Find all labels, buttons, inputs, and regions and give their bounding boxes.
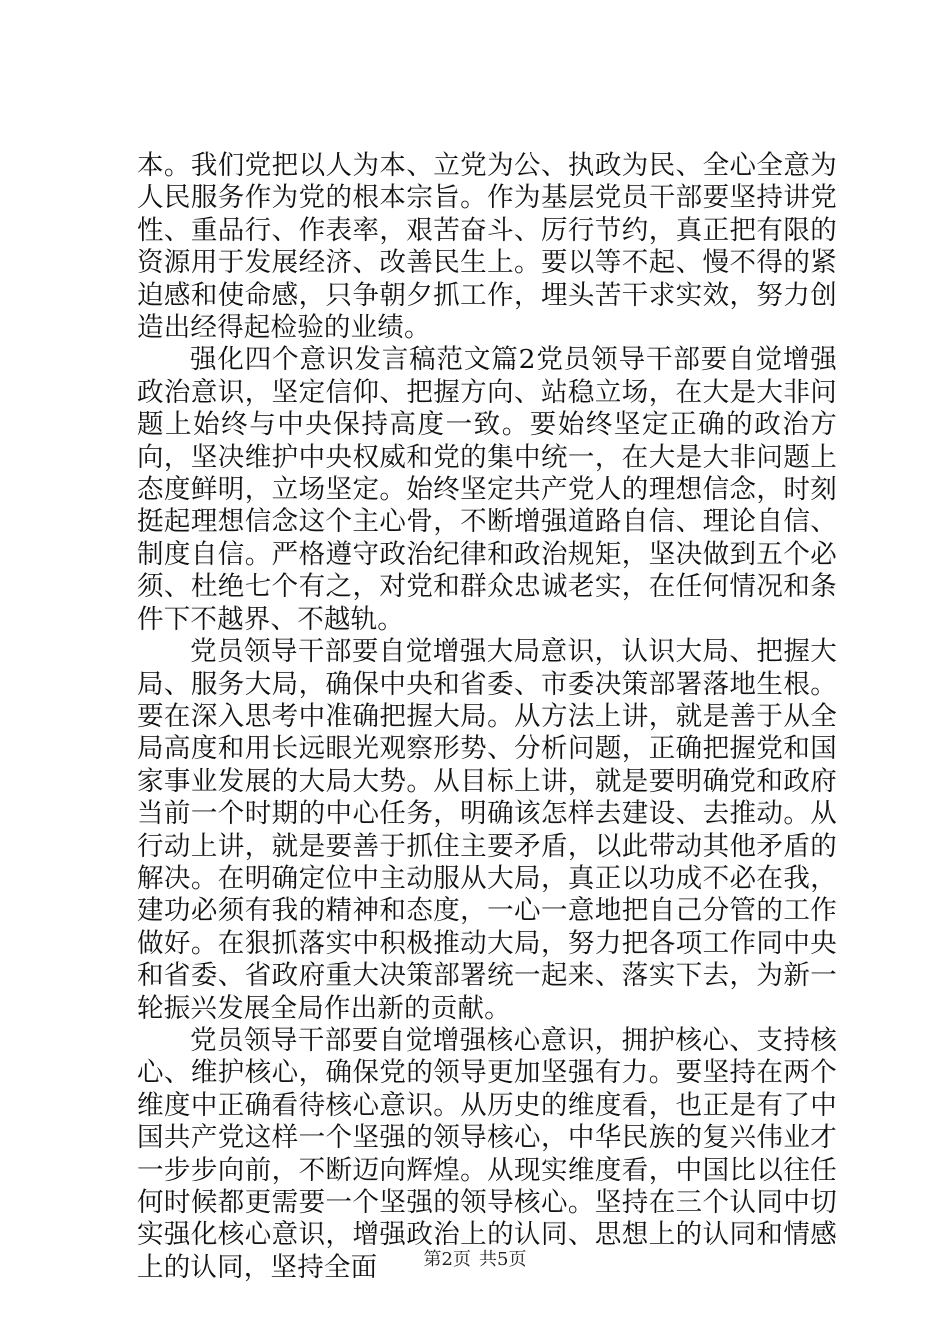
page-total: 共5页 <box>479 1249 527 1270</box>
paragraph-4: 党员领导干部要自觉增强核心意识，拥护核心、支持核心、维护核心，确保党的领导更加坚强有力。要坚持在两个维度中正确看待核心意识。从历史的维度看，也正是有了中国共产党这样一个坚强的领导核心，中华民族的复兴伟业才一步步向前，不断迈向辉煌。从现实维度看，中国比以往任何时候都更需要一个坚强的领导核心。坚持在三个认同中切实强化核心意识，增强政治上的认同、思想上的认同和情感上的认同，坚持全面 <box>137 1024 837 1283</box>
document-body <box>137 150 837 1284</box>
page-number: 第2页 <box>423 1249 471 1270</box>
page-footer <box>0 1245 950 1271</box>
paragraph-3: 党员领导干部要自觉增强大局意识，认识大局、把握大局、服务大局，确保中央和省委、市委决策部署落地生根。要在深入思考中准确把握大局。从方法上讲，就是善于从全局高度和用长远眼光观察形势、分析问题，正确把握党和国家事业发展的大局大势。从目标上讲，就是要明确党和政府当前一个时期的中心任务，明确该怎样去建设、去推动。从行动上讲，就是要善于抓住主要矛盾，以此带动其他矛盾的解决。在明确定位中主动服从大局，真正以功成不必在我，建功必须有我的精神和态度，一心一意地把自己分管的工作做好。在狠抓落实中积极推动大局，努力把各项工作同中央和省委、省政府重大决策部署统一起来、落实下去，为新一轮振兴发展全局作出新的贡献。 <box>137 636 837 1024</box>
paragraph-2: 强化四个意识发言稿范文篇2党员领导干部要自觉增强政治意识，坚定信仰、把握方向、站稳立场，在大是大非问题上始终与中央保持高度一致。要始终坚定正确的政治方向，坚决维护中央权威和党的集中统一，在大是大非问题上态度鲜明，立场坚定。始终坚定共产党人的理想信念，时刻挺起理想信念这个主心骨，不断增强道路自信、理论自信、制度自信。严格遵守政治纪律和政治规矩，坚决做到五个必须、杜绝七个有之，对党和群众忠诚老实，在任何情况和条件下不越界、不越轨。 <box>137 344 837 635</box>
paragraph-1: 本。我们党把以人为本、立党为公、执政为民、全心全意为人民服务作为党的根本宗旨。作为基层党员干部要坚持讲党性、重品行、作表率，艰苦奋斗、厉行节约，真正把有限的资源用于发展经济、改善民生上。要以等不起、慢不得的紧迫感和使命感，只争朝夕抓工作，埋头苦干求实效，努力创造出经得起检验的业绩。 <box>137 150 837 344</box>
